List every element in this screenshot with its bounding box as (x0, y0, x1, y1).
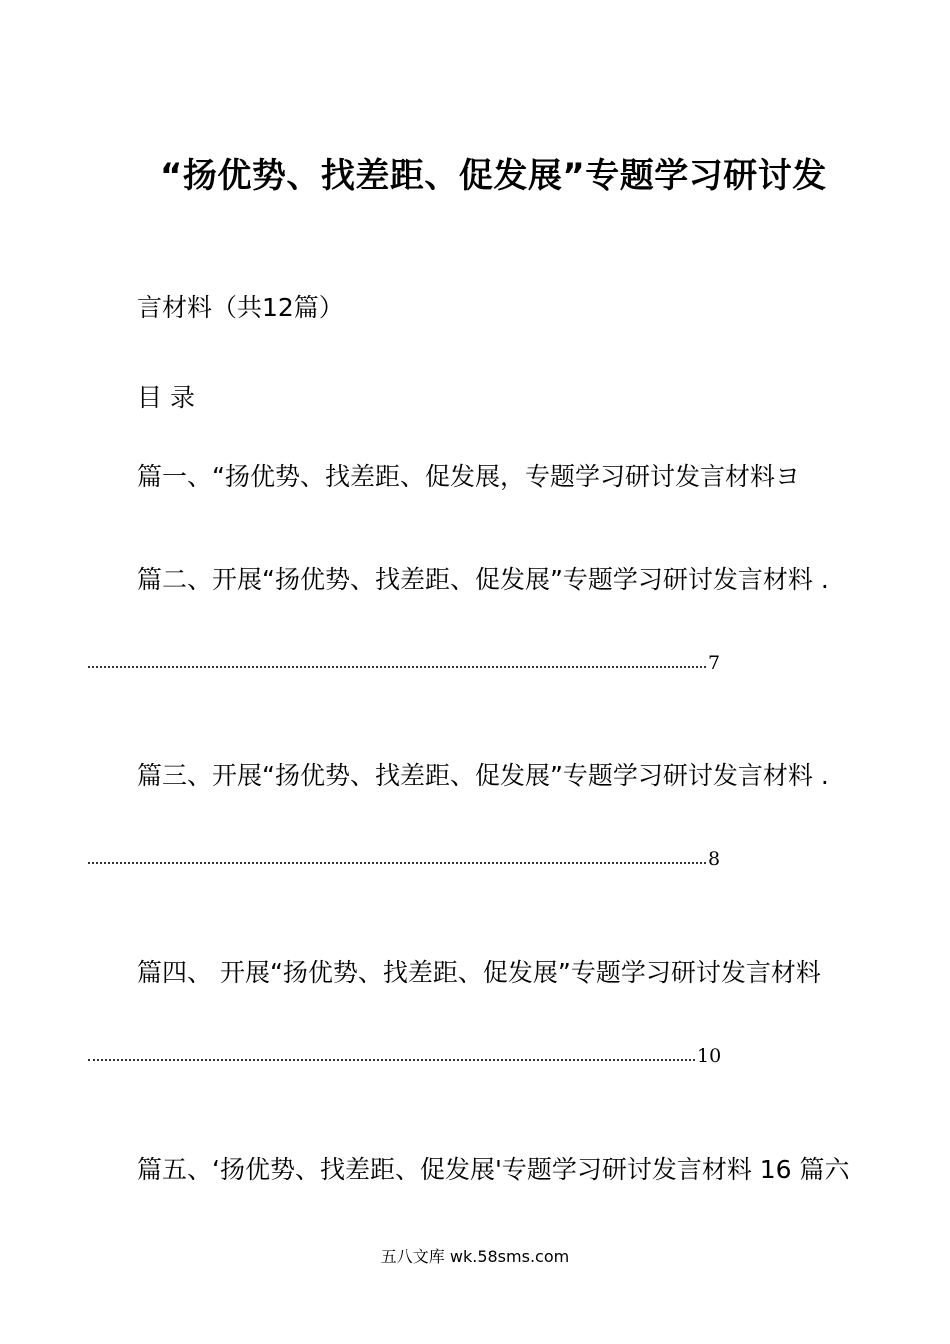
page-footer-watermark: 五八文库 wk.58sms.com (380, 1247, 570, 1266)
toc-heading: 目 录 (137, 383, 195, 412)
dot-leader (88, 1055, 695, 1061)
toc-entry-3-page-number: 8 (708, 848, 721, 870)
toc-entry-3-leader-row (88, 848, 720, 870)
toc-entry-2-page-number: 7 (708, 652, 721, 674)
toc-entry-2: 篇二、开展“扬优势、找差距、促发展”专题学习研讨发言材料 . (137, 565, 829, 594)
document-subtitle: 言材料（共12篇） (137, 293, 344, 322)
toc-entry-5: 篇五、‘扬优势、找差距、促发展'专题学习研讨发言材料 16 篇六 (137, 1155, 850, 1184)
dot-leader (88, 858, 706, 864)
toc-entry-1: 篇一、“扬优势、找差距、促发展，专题学习研讨发言材料ヨ (137, 462, 800, 491)
dot-leader (88, 662, 706, 668)
toc-entry-4-page-number: 10 (697, 1045, 722, 1067)
toc-entry-3: 篇三、开展“扬优势、找差距、促发展”专题学习研讨发言材料 . (137, 761, 829, 790)
toc-entry-2-leader-row (88, 652, 720, 674)
toc-entry-4-leader-row (88, 1045, 721, 1067)
toc-entry-4: 篇四、 开展“扬优势、找差距、促发展”专题学习研讨发言材料 (137, 958, 821, 987)
document-title: “扬优势、找差距、促发展”专题学习研讨发 (160, 156, 827, 196)
